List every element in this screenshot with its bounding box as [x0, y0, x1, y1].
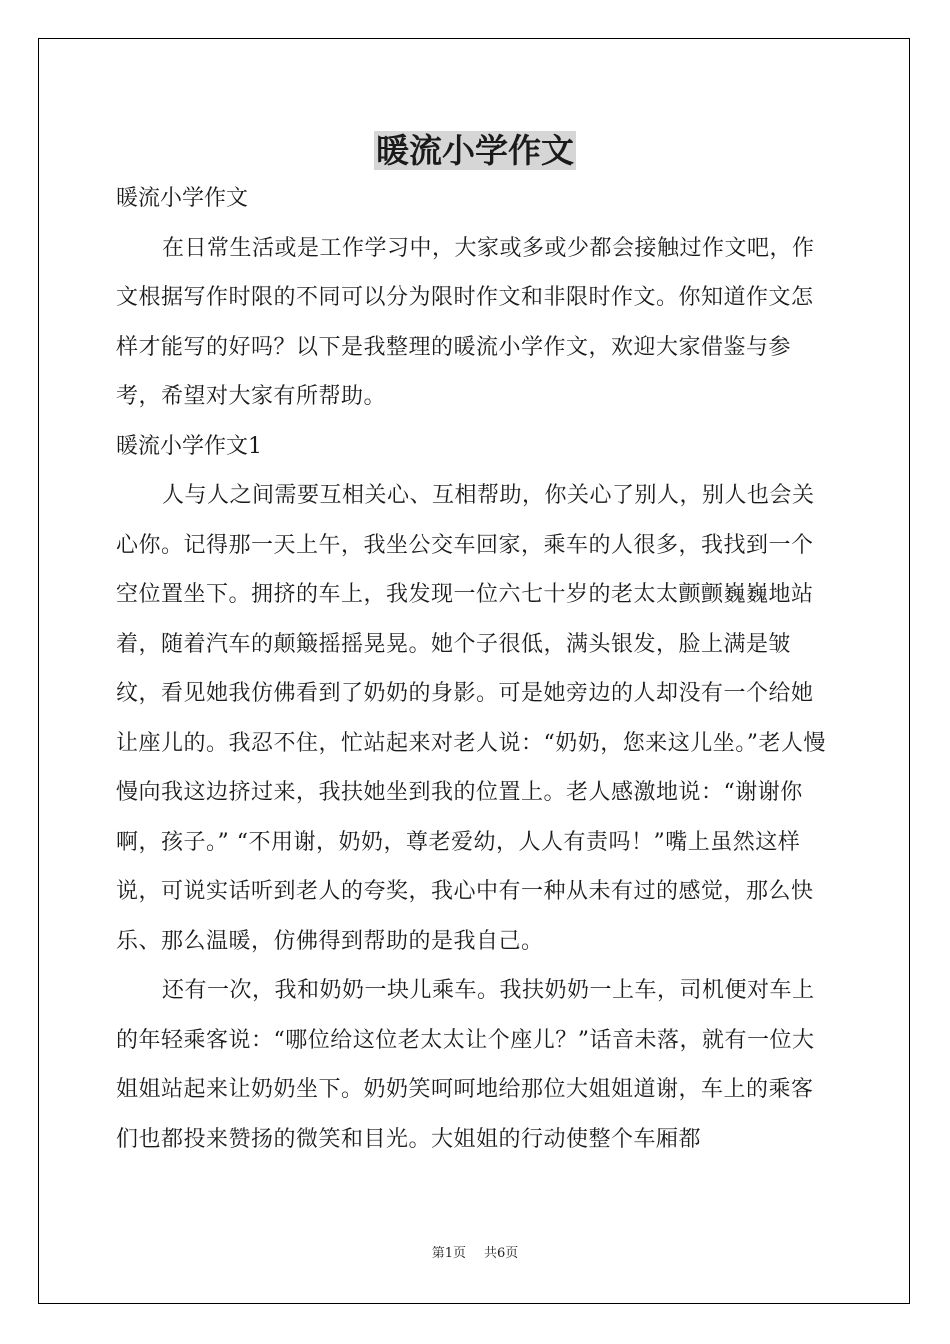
document-body: [116, 174, 834, 1164]
body-paragraph: 还有一次，我和奶奶一块儿乘车。我扶奶奶一上车，司机便对车上的年轻乘客说：“哪位给这位老太太让个座儿？”话音未落，就有一位大姐姐站起来让奶奶坐下。奶奶笑呵呵地给那位大姐姐道谢，车上的乘客们也都投来赞扬的微笑和目光。大姐姐的行动使整个车厢都: [116, 978, 815, 1152]
body-paragraph: 人与人之间需要互相关心、互相帮助，你关心了别人，别人也会关心你。记得那一天上午，我坐公交车回家，乘车的人很多，我找到一个空位置坐下。拥挤的车上，我发现一位六七十岁的老太太颤颤巍巍地站着，随着汽车的颠簸摇摇晃晃。她个子很低，满头银发，脸上满是皱纹，看见她我仿佛看到了奶奶的身影。可是她旁边的人却没有一个给她让座儿的。我忍不住，忙站起来对老人说：“奶奶，您来这儿坐。”老人慢慢向我这边挤过来，我扶她坐到我的位置上。老人感激地说：“谢谢你啊，孩子。” “不用谢，奶奶，尊老爱幼，人人有责吗！”嘴上虽然这样说，可说实话听到老人的夸奖，我心中有一种从未有过的感觉，那么快乐、那么温暖，仿佛得到帮助的是我自己。: [116, 483, 826, 954]
page-number: 第1页: [431, 1246, 466, 1261]
section-heading: 暖流小学作文1: [116, 433, 262, 459]
page-total: 共6页: [484, 1246, 519, 1261]
document-title: [0, 128, 950, 174]
document-title-text: 暖流小学作文: [376, 131, 574, 170]
page-footer: [0, 1244, 950, 1264]
section-heading: 暖流小学作文: [116, 186, 249, 211]
intro-paragraph: 在日常生活或是工作学习中，大家或多或少都会接触过作文吧，作文根据写作时限的不同可以分为限时作文和非限时作文。你知道作文怎样才能写的好吗？以下是我整理的暖流小学作文，欢迎大家借鉴与参考，希望对大家有所帮助。: [116, 235, 815, 409]
